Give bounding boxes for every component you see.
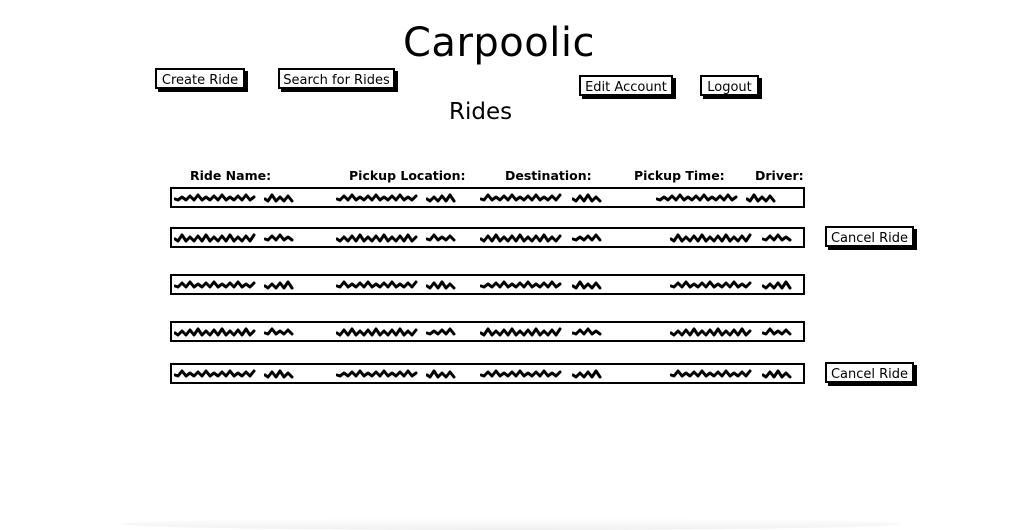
greeked-text: [426, 232, 460, 244]
greeked-text: [336, 192, 420, 204]
greeked-text: [762, 232, 796, 244]
greeked-text: [670, 326, 754, 338]
greeked-text: [762, 368, 796, 380]
greeked-text: [480, 232, 564, 244]
greeked-text: [336, 279, 420, 291]
greeked-text: [656, 192, 740, 204]
logout-button[interactable]: Logout: [700, 75, 759, 96]
table-row[interactable]: [170, 227, 805, 248]
greeked-text: [174, 368, 258, 380]
page-title: Rides: [449, 99, 513, 125]
greeked-text: [670, 279, 754, 291]
greeked-text: [762, 326, 796, 338]
greeked-text: [572, 279, 606, 291]
greeked-text: [174, 192, 258, 204]
column-header-destination: Destination:: [505, 168, 592, 183]
greeked-text: [426, 326, 460, 338]
table-row[interactable]: [170, 274, 805, 295]
greeked-text: [480, 279, 564, 291]
greeked-text: [264, 232, 298, 244]
greeked-text: [746, 192, 780, 204]
table-row[interactable]: [170, 321, 805, 342]
greeked-text: [174, 279, 258, 291]
greeked-text: [480, 192, 564, 204]
column-header-pickup-location: Pickup Location:: [349, 168, 466, 183]
greeked-text: [670, 368, 754, 380]
greeked-text: [264, 326, 298, 338]
greeked-text: [480, 368, 564, 380]
greeked-text: [174, 232, 258, 244]
greeked-text: [264, 368, 298, 380]
greeked-text: [572, 368, 606, 380]
table-row[interactable]: [170, 363, 805, 384]
greeked-text: [670, 232, 754, 244]
cancel-ride-button[interactable]: Cancel Ride: [825, 362, 914, 383]
column-header-pickup-time: Pickup Time:: [634, 168, 725, 183]
greeked-text: [480, 326, 564, 338]
greeked-text: [336, 368, 420, 380]
greeked-text: [264, 279, 298, 291]
search-rides-button[interactable]: Search for Rides: [278, 68, 395, 89]
edit-account-button[interactable]: Edit Account: [579, 75, 673, 96]
page-bottom-shadow: [120, 518, 900, 530]
greeked-text: [174, 326, 258, 338]
greeked-text: [572, 232, 606, 244]
greeked-text: [426, 368, 460, 380]
greeked-text: [336, 326, 420, 338]
greeked-text: [572, 326, 606, 338]
app-title: Carpoolic: [403, 20, 595, 66]
cancel-ride-button[interactable]: Cancel Ride: [825, 226, 914, 247]
greeked-text: [426, 279, 460, 291]
greeked-text: [426, 192, 460, 204]
greeked-text: [572, 192, 606, 204]
column-header-driver: Driver:: [755, 168, 804, 183]
greeked-text: [336, 232, 420, 244]
greeked-text: [264, 192, 298, 204]
greeked-text: [762, 279, 796, 291]
table-row[interactable]: [170, 187, 805, 208]
column-header-ride-name: Ride Name:: [190, 168, 272, 183]
create-ride-button[interactable]: Create Ride: [155, 68, 245, 89]
